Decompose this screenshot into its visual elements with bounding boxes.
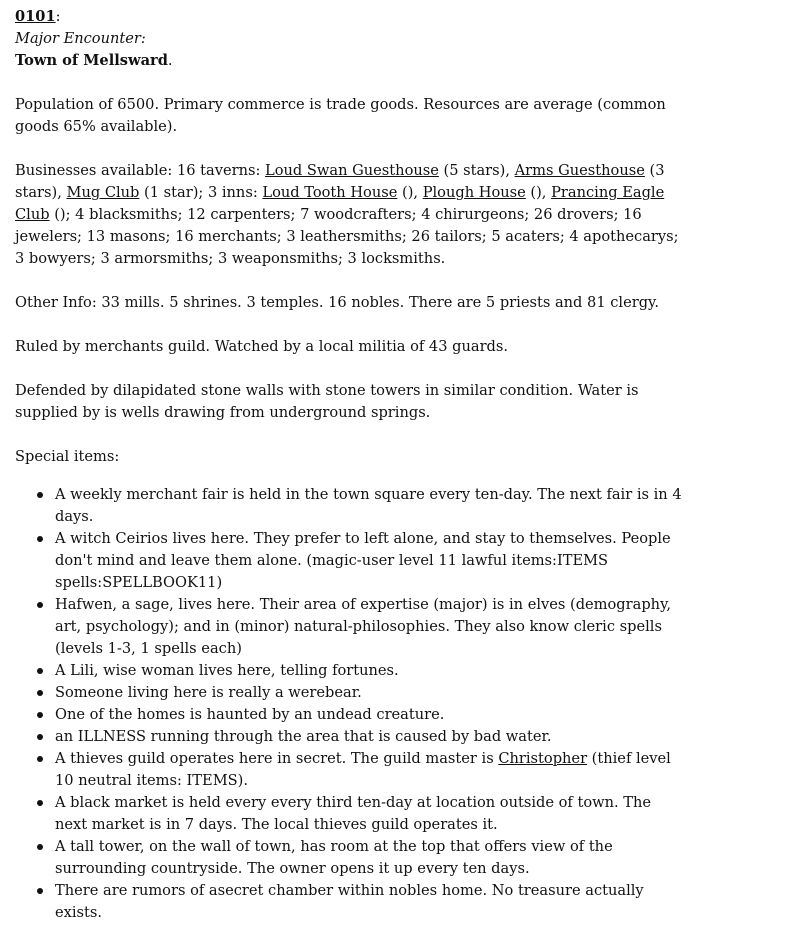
special-item: A weekly merchant fair is held in the town square every ten-day. The next fair is in 4 days. [55, 484, 685, 528]
special-item: Someone living here is really a werebear. [55, 682, 685, 704]
special-item: Hafwen, a sage, lives here. Their area of expertise (major) is in elves (demography, art, psychology); and in (minor) natural-philosophies. They also know cleric spells (levels 1-3, 1 spells each) [55, 594, 685, 660]
tavern-rating: (5 stars), [438, 162, 515, 179]
special-item: A tall tower, on the wall of town, has room at the top that offers view of the surrounding countryside. The owner opens it up every ten days. [55, 836, 685, 880]
inn-link-plough-house[interactable]: Plough House [422, 184, 526, 201]
special-item-text: (thief level 10 neutral items: ITEMS). [55, 750, 671, 789]
tavern-rating: (3 stars), [15, 162, 665, 201]
special-items-list [15, 484, 685, 924]
special-item: One of the homes is haunted by an undead creature. [55, 704, 685, 726]
special-item: A Lili, wise woman lives here, telling fortunes. [55, 660, 685, 682]
encounter-type: Major Encounter: [15, 30, 146, 47]
tavern-link-loud-swan-guesthouse[interactable]: Loud Swan Guesthouse [265, 162, 439, 179]
special-item-text: A thieves guild operates here in secret. The guild master is [55, 750, 499, 767]
hex-heading [15, 6, 685, 28]
hex-colon: : [55, 8, 61, 25]
inn-rating: (), [525, 184, 552, 201]
special-item-thieves-guild [55, 748, 685, 792]
town-name-period: . [167, 52, 173, 69]
inn-rating: (), [397, 184, 423, 201]
guild-master-link-christopher[interactable]: Christopher [498, 750, 588, 767]
inn-link-loud-tooth-house[interactable]: Loud Tooth House [262, 184, 398, 201]
special-item: There are rumors of asecret chamber within nobles home. No treasure actually exists. [55, 880, 685, 924]
special-item: A black market is held every every third ten-day at location outside of town. The next market is in 7 days. The local thieves guild operates it. [55, 792, 685, 836]
businesses-paragraph [15, 160, 685, 270]
other-info-paragraph: Other Info: 33 mills. 5 shrines. 3 temples. 16 nobles. There are 5 priests and 81 clergy. [15, 294, 659, 311]
special-items-label: Special items: [15, 448, 120, 465]
tavern-link-mug-club[interactable]: Mug Club [66, 184, 140, 201]
town-name: Town of Mellsward [15, 52, 168, 69]
special-item: an ILLNESS running through the area that is caused by bad water. [55, 726, 685, 748]
special-item: A witch Ceirios lives here. They prefer to left alone, and stay to themselves. People don't mind and leave them alone. (magic-user level 11 lawful items:ITEMS spells:SPELLBOOK11) [55, 528, 685, 594]
tavern-rating: (1 star); 3 inns: [139, 184, 263, 201]
town-name-line [15, 50, 685, 72]
hex-id: 0101 [15, 8, 56, 25]
population-paragraph: Population of 6500. Primary commerce is trade goods. Resources are average (common goods 65% available). [15, 96, 666, 135]
businesses-rest: 4 blacksmiths; 12 carpenters; 7 woodcrafters; 4 chirurgeons; 26 drovers; 16 jewelers; 13 masons; 16 merchants; 3 leathersmiths; 26 tailors; 5 acaters; 4 apothecarys; 3 bowyers; 3 armorsmiths; 3 weaponsmiths; 3 locksmiths. [15, 206, 679, 267]
businesses-intro: Businesses available: 16 taverns: [15, 162, 266, 179]
inn-rating: (); [49, 206, 76, 223]
defended-paragraph: Defended by dilapidated stone walls with stone towers in similar condition. Water is supplied by is wells drawing from underground springs. [15, 382, 639, 421]
tavern-link-arms-guesthouse[interactable]: Arms Guesthouse [514, 162, 645, 179]
inn-link-prancing-eagle-club[interactable]: Prancing Eagle Club [15, 184, 665, 223]
ruled-paragraph: Ruled by merchants guild. Watched by a local militia of 43 guards. [15, 338, 509, 355]
